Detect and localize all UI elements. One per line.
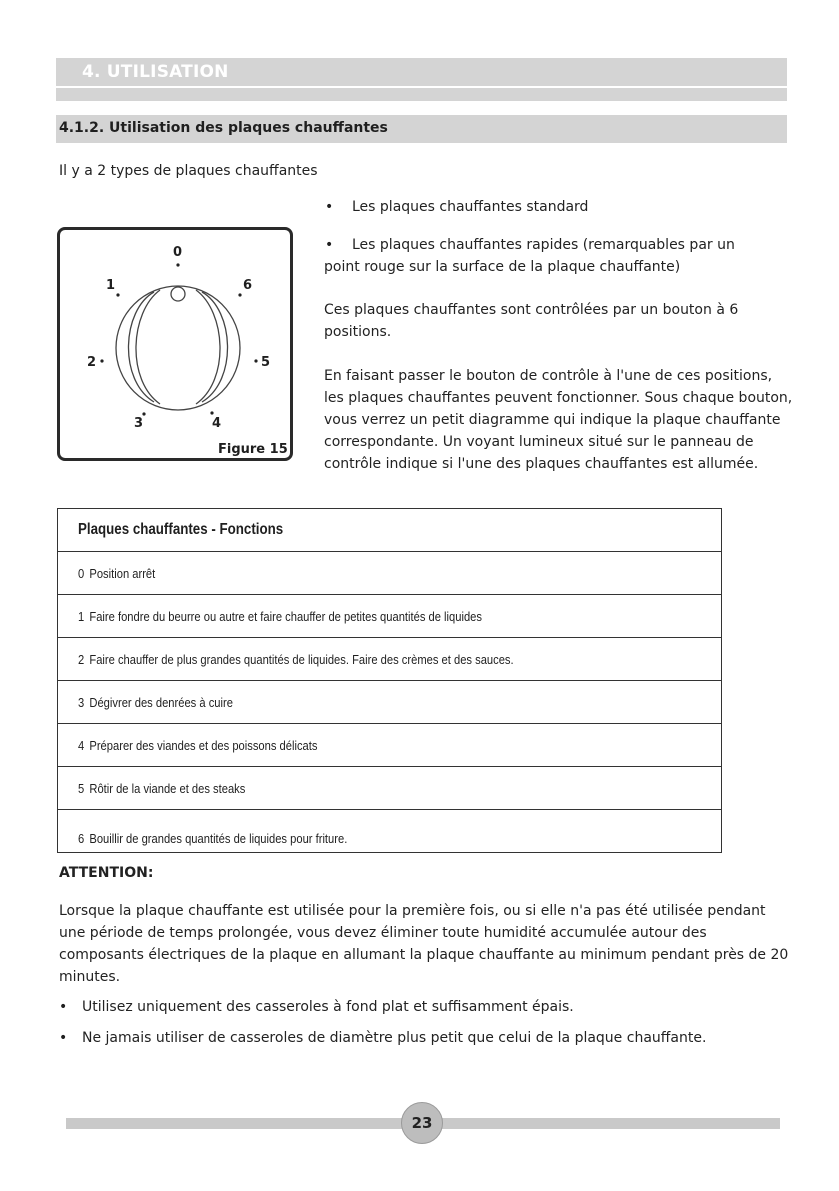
position-label-3: 3 bbox=[134, 416, 144, 431]
knob-indicator bbox=[171, 287, 185, 301]
attention-text: Lorsque la plaque chauffante est utilisée pour la première fois, ou si elle n'a pas été utilisée pendant une période de temps prolongée, vous devez éliminer toute humidité accumulée autour des composants électriques de la plaque en allumant la plaque chauffante au minimum pendant près de 20 minutes. bbox=[59, 903, 789, 985]
knob-outer-ring bbox=[116, 286, 240, 410]
row-text: Position arrêt bbox=[89, 565, 156, 581]
position-label-1: 1 bbox=[106, 278, 116, 293]
subsection-title: 4.1.2. Utilisation des plaques chauffantes bbox=[59, 120, 388, 136]
dot-4 bbox=[210, 411, 213, 414]
position-label-2: 2 bbox=[87, 355, 97, 370]
dot-1 bbox=[116, 293, 119, 296]
dot-2 bbox=[100, 359, 103, 362]
row-text: Faire chauffer de plus grandes quantités de liquides. Faire des crèmes et des sauces. bbox=[89, 651, 514, 667]
table-row bbox=[58, 638, 721, 681]
bullet-standard-plates: Les plaques chauffantes standard bbox=[352, 199, 589, 215]
functions-table bbox=[57, 508, 722, 853]
table-row bbox=[58, 810, 721, 852]
table-row bbox=[58, 767, 721, 810]
position-label-4: 4 bbox=[212, 416, 222, 431]
table-row bbox=[58, 595, 721, 638]
table-title: Plaques chauffantes - Fonctions bbox=[78, 521, 284, 538]
section-title: 4. UTILISATION bbox=[82, 62, 229, 82]
table-title-row bbox=[58, 509, 721, 552]
bullet-pan-diameter: Ne jamais utiliser de casseroles de diamètre plus petit que celui de la plaque chauffante. bbox=[82, 1030, 707, 1046]
row-text: Rôtir de la viande et des steaks bbox=[89, 780, 246, 796]
row-number: 0 bbox=[78, 565, 85, 581]
position-label-6: 6 bbox=[243, 278, 253, 293]
row-text: Préparer des viandes et des poissons délicats bbox=[89, 737, 318, 753]
table-row bbox=[58, 552, 721, 595]
row-number: 2 bbox=[78, 651, 85, 667]
position-label-5: 5 bbox=[261, 355, 271, 370]
row-text: Bouillir de grandes quantités de liquides pour friture. bbox=[89, 830, 348, 846]
dot-0 bbox=[176, 263, 179, 266]
row-number: 4 bbox=[78, 737, 85, 753]
row-number: 6 bbox=[78, 830, 85, 846]
knob-drawing bbox=[60, 230, 290, 458]
dot-5 bbox=[254, 359, 257, 362]
bullet-dot: • bbox=[325, 199, 334, 215]
row-number: 3 bbox=[78, 694, 85, 710]
figure-caption: Figure 15 bbox=[218, 442, 288, 457]
dot-6 bbox=[238, 293, 241, 296]
bullet-dot: • bbox=[59, 1030, 68, 1046]
paragraph-positions: En faisant passer le bouton de contrôle à l'une de ces positions, les plaques chauffantes peuvent fonctionner. Sous chaque bouton, vous verrez un petit diagramme qui indique la plaque chauffante correspondante. Un voyant lumineux situé sur le panneau de contrôle indique si l'une des plaques chauffantes est allumée. bbox=[324, 368, 793, 472]
paragraph-control-knob: Ces plaques chauffantes sont contrôlées par un bouton à 6 positions. bbox=[324, 302, 739, 340]
figure-knob-diagram bbox=[57, 227, 293, 461]
row-text: Faire fondre du beurre ou autre et faire chauffer de petites quantités de liquides bbox=[89, 608, 482, 624]
bullet-dot: • bbox=[59, 999, 68, 1015]
knob-left-grip bbox=[128, 292, 154, 402]
table-row bbox=[58, 681, 721, 724]
bullet-dot: • bbox=[325, 237, 334, 253]
attention-label: ATTENTION: bbox=[59, 865, 154, 881]
bullet-rapid-plates: Les plaques chauffantes rapides (remarquables par un point rouge sur la surface de la plaque chauffante) bbox=[324, 237, 735, 275]
position-label-0: 0 bbox=[173, 245, 183, 260]
section-header-underline bbox=[56, 88, 787, 101]
row-text: Dégivrer des denrées à cuire bbox=[89, 694, 233, 710]
row-number: 5 bbox=[78, 780, 85, 796]
knob-right-grip bbox=[202, 292, 228, 402]
intro-text: Il y a 2 types de plaques chauffantes bbox=[59, 163, 318, 179]
table-row bbox=[58, 724, 721, 767]
bullet-flat-pans: Utilisez uniquement des casseroles à fond plat et suffisamment épais. bbox=[82, 999, 574, 1015]
row-number: 1 bbox=[78, 608, 85, 624]
page-number: 23 bbox=[401, 1102, 443, 1144]
